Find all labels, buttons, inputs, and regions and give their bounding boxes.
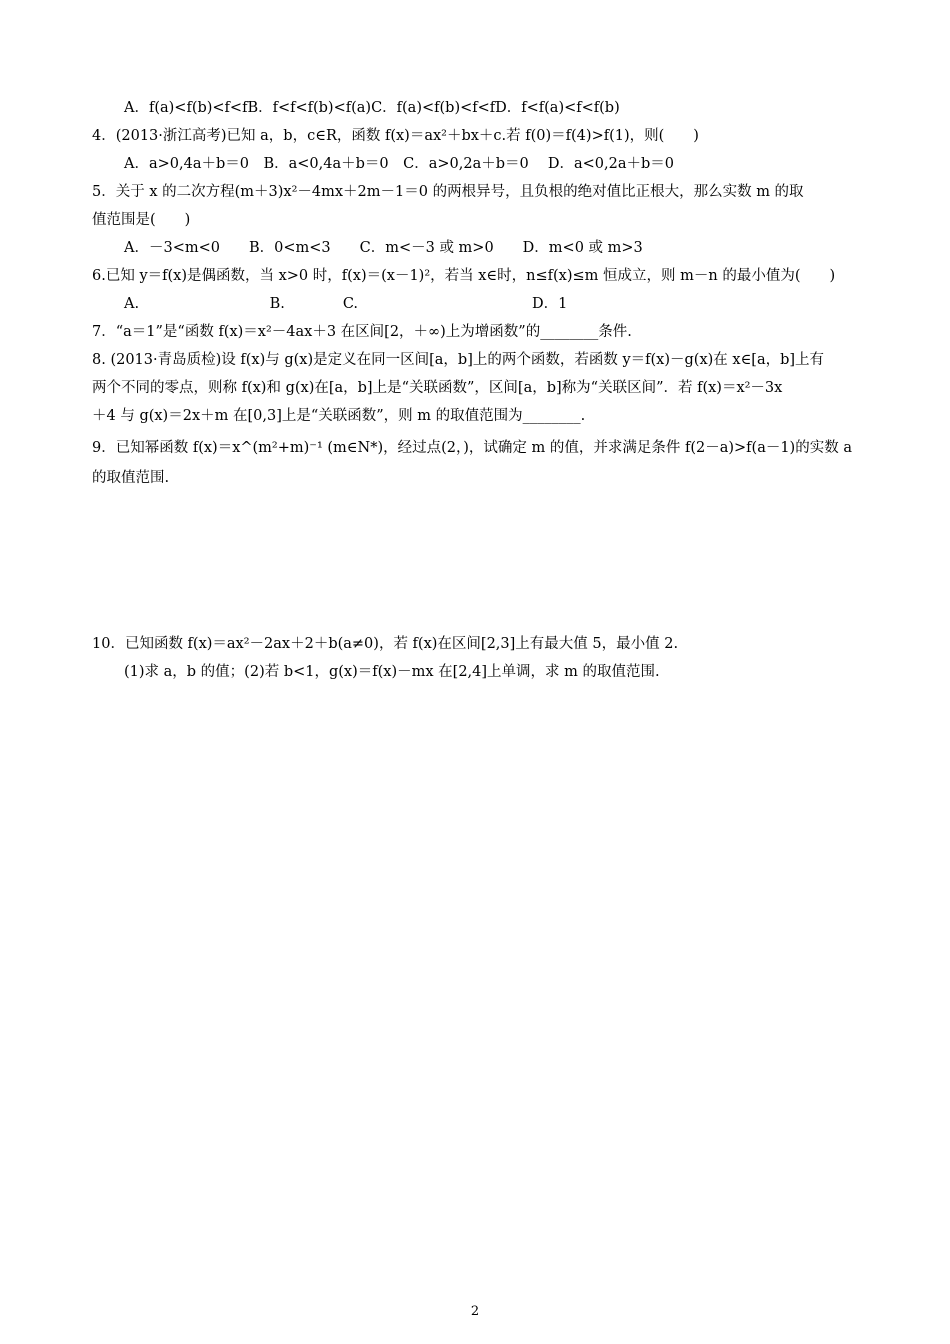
q4-stem: 4．(2013·浙江高考)已知 a，b，c∈R，函数 f(x)＝ax²＋bx＋c.若 f(0)＝f(4)>f(1)，则( ): [92, 128, 699, 144]
q6-options: A. B. C. D．1: [124, 296, 568, 312]
q10-parts: (1)求 a，b 的值；(2)若 b<1，g(x)＝f(x)－mx 在[2,4]上单调，求 m 的取值范围.: [124, 664, 660, 680]
q8-stem-line3: ＋4 与 g(x)＝2x＋m 在[0,3]上是“关联函数”，则 m 的取值范围为________.: [92, 408, 586, 424]
q5-stem-line2: 值范围是( ): [92, 212, 191, 228]
page-number: 2: [470, 1304, 480, 1319]
q4-options: A．a>0,4a＋b＝0 B．a<0,4a＋b＝0 C．a>0,2a＋b＝0 D．a<0,2a＋b＝0: [124, 156, 674, 172]
q5-options: A．－3<m<0 B．0<m<3 C．m<－3 或 m>0 D．m<0 或 m>3: [124, 240, 643, 256]
q7-stem: 7．“a＝1”是“函数 f(x)＝x²－4ax＋3 在区间[2，＋∞)上为增函数”的________条件.: [92, 324, 632, 340]
q3-options: A．f(a)<f(b)<f<fB．f<f<f(b)<f(a)C．f(a)<f(b)<f<fD．f<f(a)<f<f(b): [124, 100, 620, 116]
q9-stem-line1: 9．已知幂函数 f(x)＝x^(m²+m)⁻¹ (m∈N*)，经过点(2，)，试确定 m 的值，并求满足条件 f(2－a)>f(a－1)的实数 a: [92, 440, 852, 456]
q9-stem-line2: 的取值范围.: [92, 470, 170, 486]
q8-stem-line2: 两个不同的零点，则称 f(x)和 g(x)在[a，b]上是“关联函数”，区间[a，b]称为“关联区间”．若 f(x)＝x²－3x: [92, 380, 783, 396]
q8-stem-line1: 8. (2013·青岛质检)设 f(x)与 g(x)是定义在同一区间[a，b]上的两个函数，若函数 y＝f(x)－g(x)在 x∈[a，b]上有: [92, 352, 825, 368]
q5-stem-line1: 5．关于 x 的二次方程(m＋3)x²－4mx＋2m－1＝0 的两根异号，且负根的绝对值比正根大，那么实数 m 的取: [92, 184, 804, 200]
q6-stem: 6.已知 y＝f(x)是偶函数，当 x>0 时，f(x)＝(x－1)²，若当 x∈时，n≤f(x)≤m 恒成立，则 m－n 的最小值为( ): [92, 268, 836, 284]
q10-stem: 10．已知函数 f(x)＝ax²－2ax＋2＋b(a≠0)，若 f(x)在区间[2,3]上有最大值 5，最小值 2.: [92, 636, 679, 652]
